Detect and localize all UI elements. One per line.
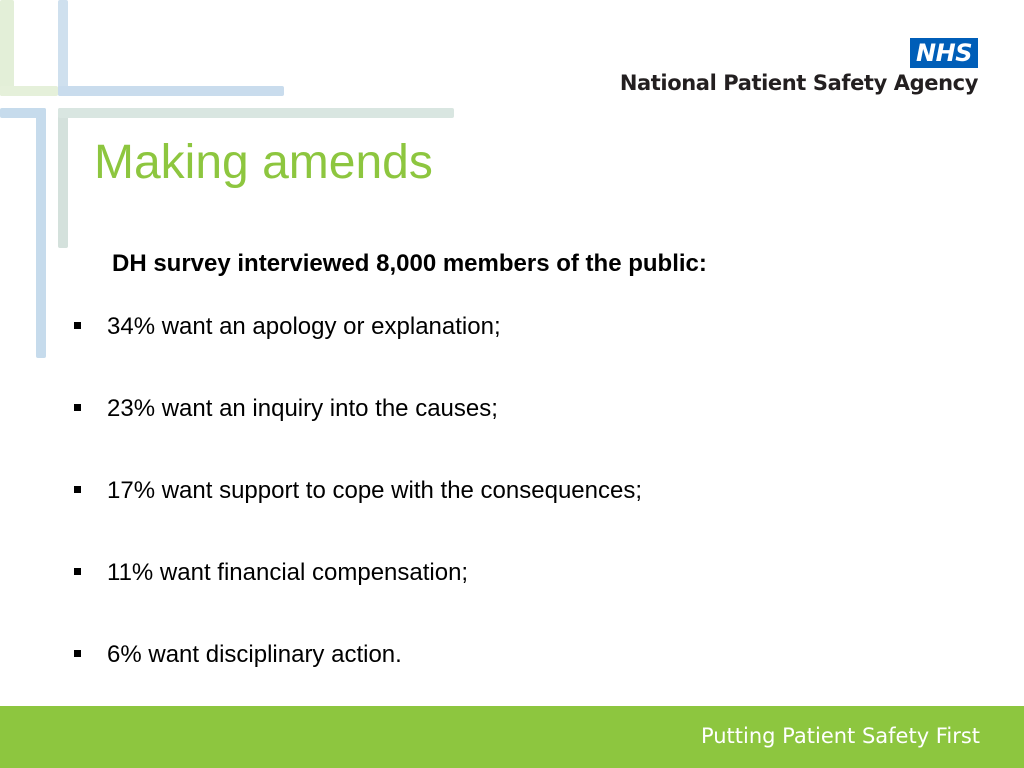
square-bullet-icon <box>74 404 81 411</box>
decorative-bar <box>58 86 284 96</box>
list-item <box>70 311 642 393</box>
square-bullet-icon <box>74 322 81 329</box>
bullet-text: 11% want financial compensation; <box>107 559 469 586</box>
square-bullet-icon <box>74 650 81 657</box>
square-bullet-icon <box>74 568 81 575</box>
nhs-logo-badge: NHS <box>910 38 978 68</box>
bullet-text: 17% want support to cope with the consequences; <box>107 477 643 504</box>
organisation-name: National Patient Safety Agency <box>619 71 978 95</box>
footer-band <box>0 706 1024 768</box>
bullet-text: 6% want disciplinary action. <box>107 641 402 668</box>
slide-subtitle: DH survey interviewed 8,000 members of the public: <box>112 250 707 277</box>
decorative-bar <box>58 108 454 118</box>
list-item <box>70 393 642 475</box>
list-item <box>70 557 642 639</box>
bullet-text: 34% want an apology or explanation; <box>107 313 501 340</box>
decorative-bar <box>36 108 46 358</box>
decorative-bar <box>58 108 68 248</box>
slide-title: Making amends <box>94 136 433 189</box>
decorative-bar <box>0 86 58 96</box>
decorative-bar <box>0 108 46 118</box>
decorative-bar <box>58 0 68 96</box>
decorative-bar <box>0 0 14 96</box>
list-item <box>70 475 642 557</box>
npsa-logo <box>620 38 978 95</box>
bullet-list <box>70 311 642 721</box>
footer-tagline: Putting Patient Safety First <box>700 724 980 748</box>
bullet-text: 23% want an inquiry into the causes; <box>107 395 498 422</box>
square-bullet-icon <box>74 486 81 493</box>
